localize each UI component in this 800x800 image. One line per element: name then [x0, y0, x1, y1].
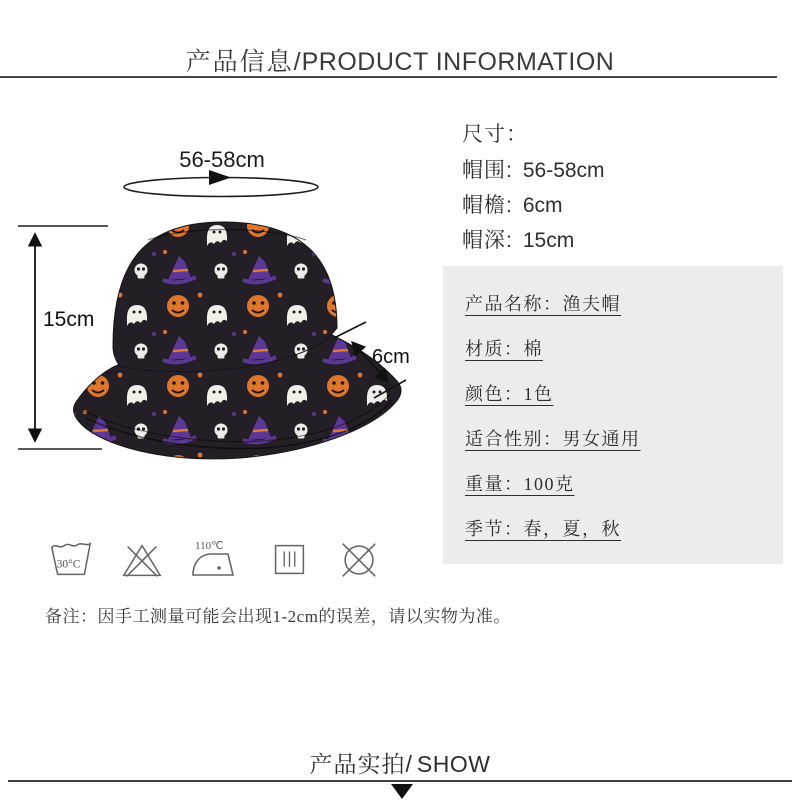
spec-text: 适合性别：男女通用 — [465, 429, 641, 449]
spec-text: 季节：春，夏，秋 — [465, 519, 621, 539]
measurement-note: 备注：因手工测量可能会出现1-2cm的误差，请以实物为准。 — [45, 607, 511, 626]
dimension-label-circumference: 56-58cm — [179, 147, 265, 172]
do-not-bleach-icon — [119, 538, 165, 582]
footer-title-zh: 产品实拍 — [309, 751, 406, 777]
size-heading: 尺寸： — [462, 123, 528, 146]
iron-110c-icon — [189, 538, 241, 582]
spec-text: 产品名称：渔夫帽 — [465, 294, 621, 314]
spec-row-color — [465, 382, 783, 406]
page-title-zh: 产品信息 — [185, 48, 294, 76]
down-arrow-icon — [391, 784, 413, 799]
size-label: 帽围: — [462, 159, 513, 182]
dimension-label-brim: 6cm — [372, 346, 410, 368]
page-title-divider: / — [293, 48, 302, 76]
spec-row-product-name — [465, 292, 783, 316]
spec-row-material — [465, 337, 783, 361]
spec-panel — [443, 266, 783, 564]
tumble-dry-icon — [266, 538, 312, 582]
size-value: 15cm — [522, 229, 575, 252]
wash-30c-icon — [48, 538, 94, 582]
care-icons-row — [48, 534, 382, 582]
size-value: 6cm — [522, 194, 563, 217]
circumference-arrow-icon — [209, 170, 231, 185]
size-row-brim — [462, 193, 605, 219]
size-value: 56-58cm — [522, 159, 605, 182]
size-section — [462, 122, 605, 263]
bucket-hat-illustration — [74, 222, 402, 459]
size-label: 帽檐: — [462, 194, 513, 217]
spec-row-gender — [465, 427, 783, 451]
page-title — [0, 42, 800, 78]
header-rule — [0, 76, 777, 78]
size-label: 帽深: — [462, 229, 513, 252]
footer-title — [0, 746, 800, 779]
spec-text: 颜色：1色 — [465, 384, 554, 404]
spec-row-season — [465, 517, 783, 541]
iron-temp-label: 110℃ — [195, 540, 224, 552]
page-title-en: PRODUCT INFORMATION — [301, 48, 615, 76]
footer-title-divider: / — [405, 751, 412, 777]
footer-title-en: SHOW — [416, 751, 491, 777]
hat-measurement-diagram — [0, 130, 440, 510]
footer-rule — [8, 780, 792, 782]
spec-text: 材质：棉 — [465, 339, 543, 359]
do-not-dry-clean-icon — [336, 538, 382, 582]
spec-row-weight — [465, 472, 783, 496]
spec-text: 重量：100克 — [465, 474, 575, 494]
wash-temp-label: 30°C — [56, 558, 81, 571]
dimension-label-height: 15cm — [43, 308, 95, 331]
size-row-circumference — [462, 158, 605, 184]
size-row-depth — [462, 228, 605, 254]
